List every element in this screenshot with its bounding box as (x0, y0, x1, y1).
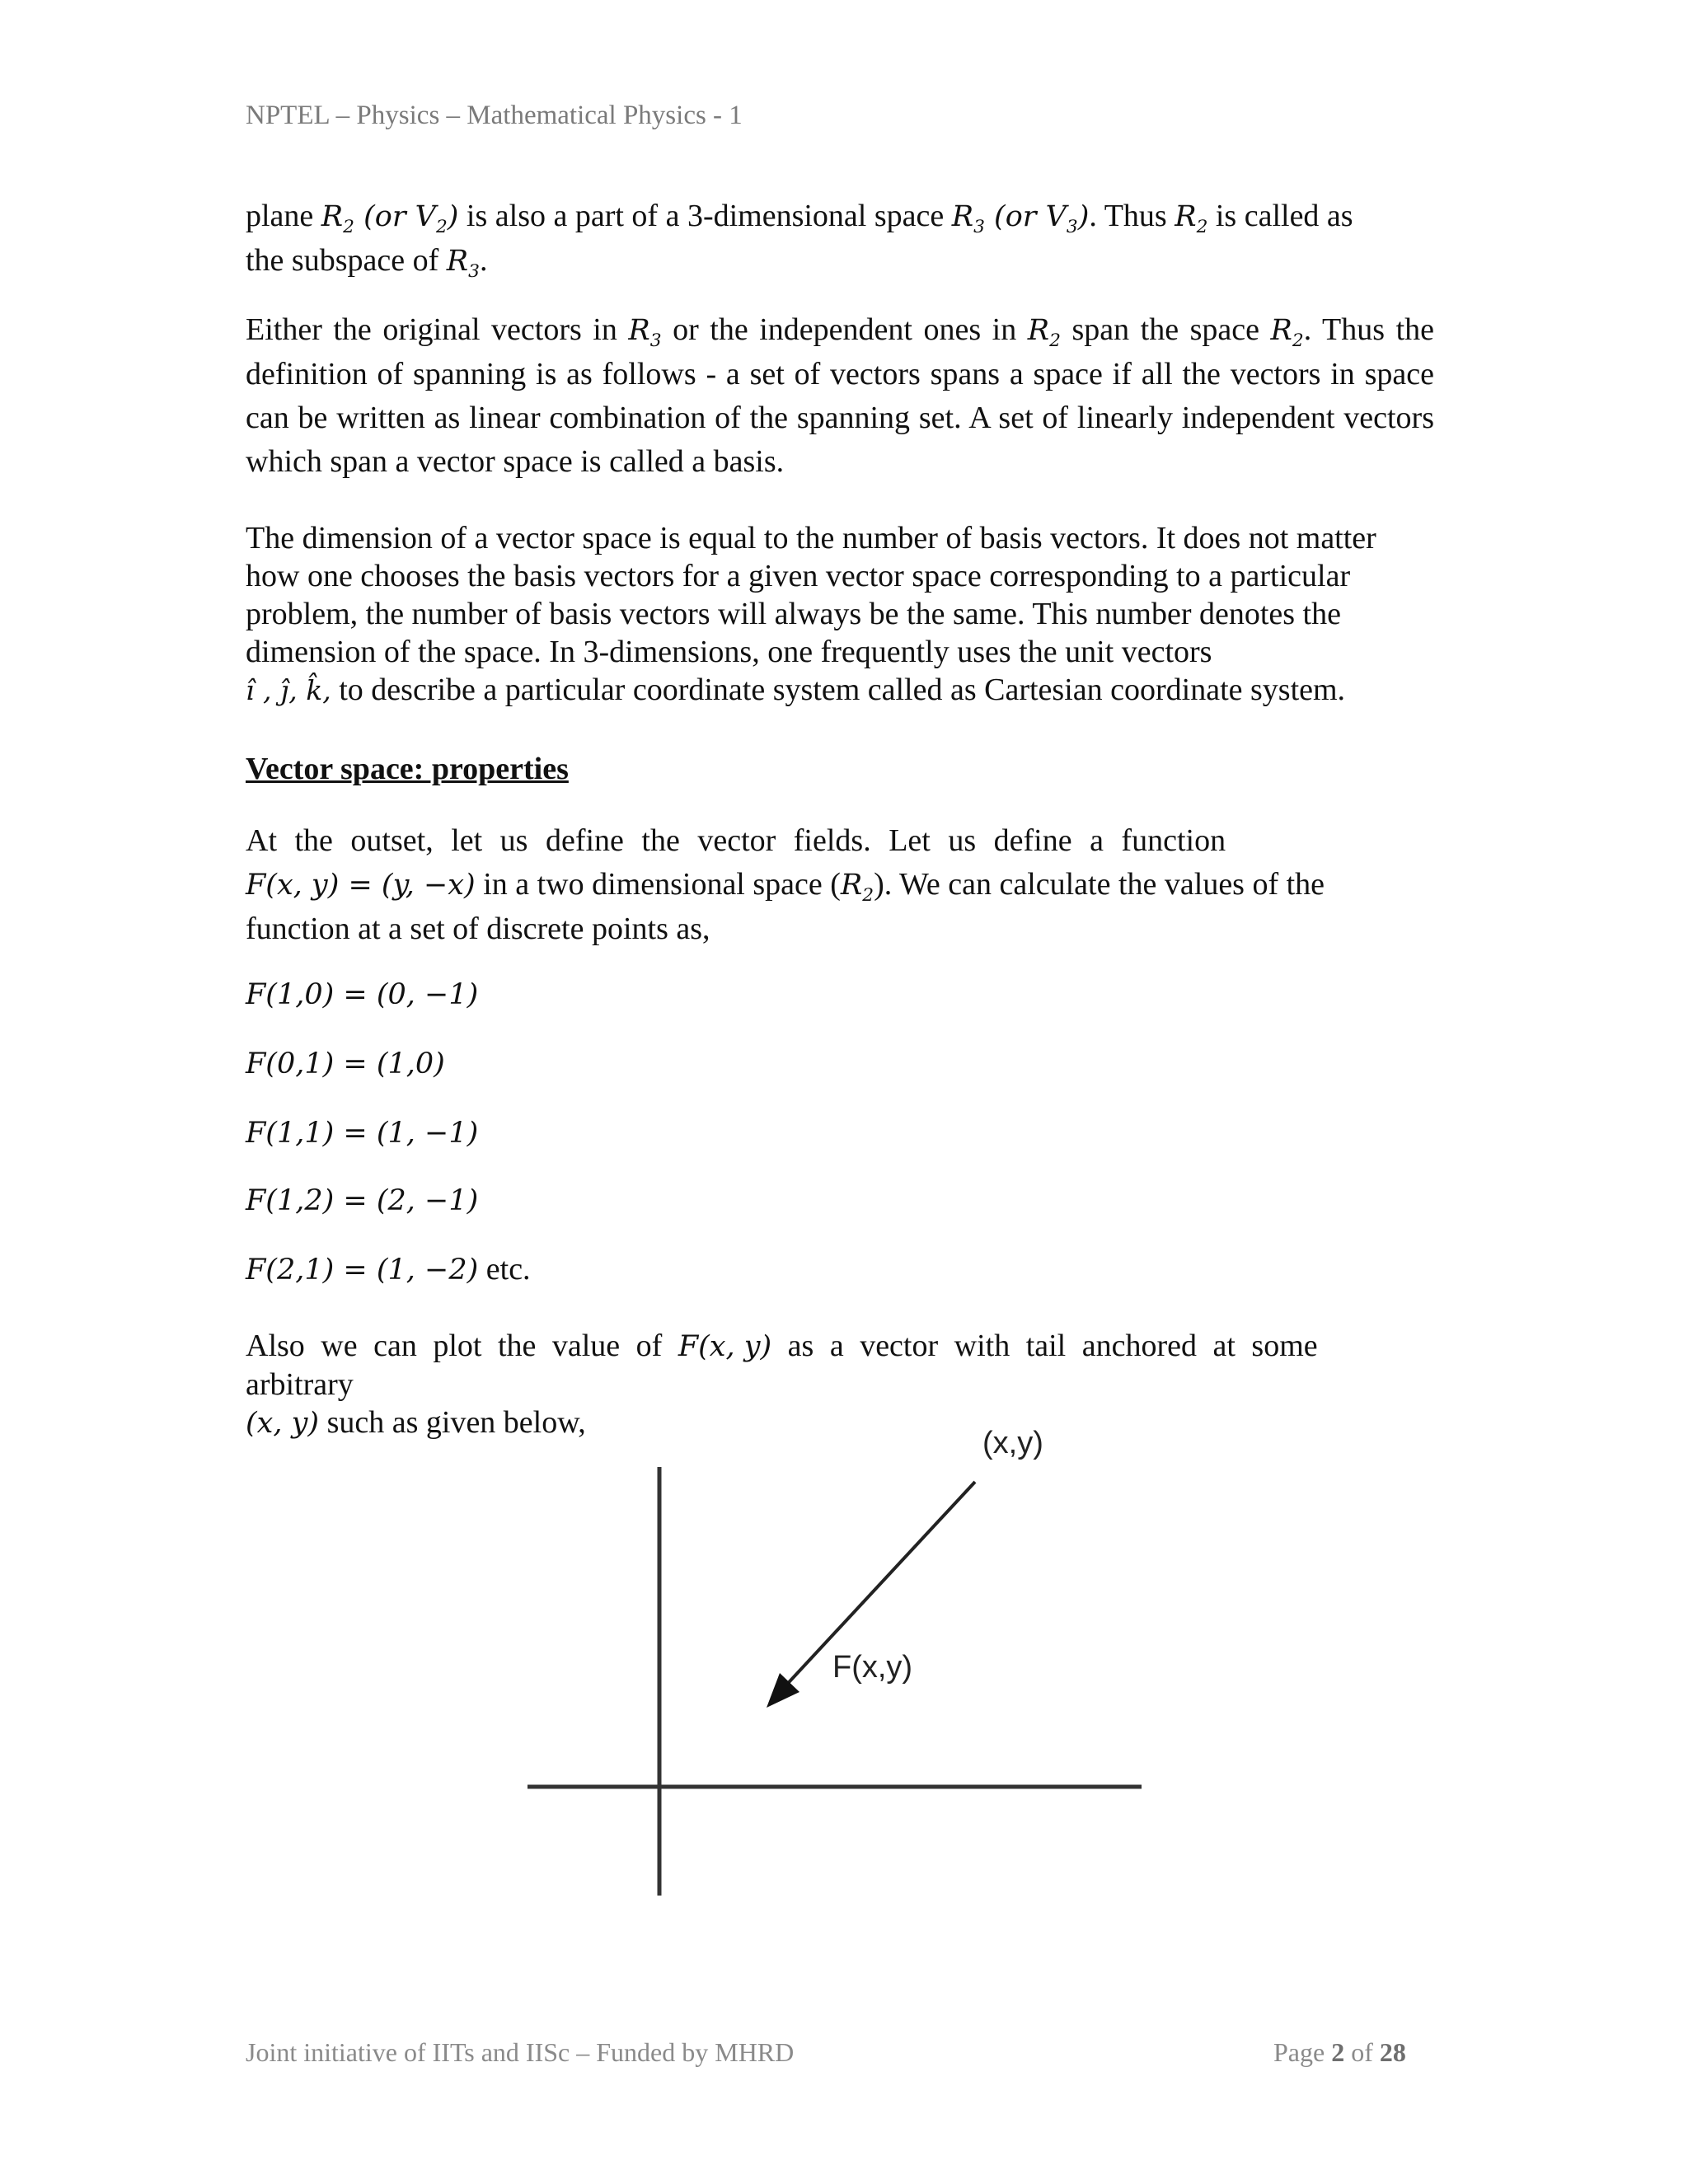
paragraph-subspace: plane $R_2$ (or $V_2$) is also a part of a 3-dimensional space $R_3$ (or $V_3$). Thus $R_2$ is called as the subspace of $R_3$. (246, 199, 1353, 282)
equation: F(2,1) = (1, −2) etc. (246, 1252, 531, 1286)
math-R2: $R_2$ (1270, 314, 1304, 351)
math-R2: $R_2$ (1027, 314, 1061, 351)
math-or-V2: (or $V_2$) (354, 200, 459, 237)
math-R2: $R_2$ (321, 200, 354, 237)
footer-funding: Joint initiative of IITs and IISc – Funded by MHRD (246, 2037, 795, 2067)
equation: F(1,1) = (1, −1) (246, 1117, 479, 1150)
math-function-def: F(x, y) = (y, −x) (246, 869, 476, 902)
math-R2: $R_2$ (1175, 200, 1208, 237)
math-or-V3: (or $V_3$) (984, 200, 1090, 237)
running-header: NPTEL – Physics – Mathematical Physics - 1 (246, 101, 743, 130)
section-heading: Vector space: properties (246, 752, 569, 786)
math-R3: $R_3$ (951, 200, 985, 237)
math-R3: $R_3$ (628, 314, 662, 351)
vector-field-figure (519, 1426, 1162, 1896)
tail-point-label: (x,y) (982, 1426, 1043, 1460)
page-number: Page 2 of 28 (1273, 2037, 1406, 2067)
math-R3: $R_3$ (446, 245, 480, 282)
math-R2: $R_2$ (840, 869, 874, 906)
paragraph-dimension: The dimension of a vector space is equal to the number of basis vectors. It does not matter how one chooses the basis vectors for a given vector space corresponding to a particular problem, the number of basis vectors will always be the same. This number denotes the dimension of the space. In 3-dimensions, one frequently uses the unit vectors î , ĵ, k̂, to describe a particular coordinate system called as Cartesian coordinate system. (246, 521, 1376, 707)
paragraph-plot-intro: Also we can plot the value of F(x, y) as a vector with tail anchored at some arbitrary (x, y) such as given below, (246, 1329, 1318, 1440)
equation: F(1,0) = (0, −1) (246, 978, 479, 1011)
math-function: F(x, y) (678, 1330, 772, 1363)
paragraph-vector-fields: At the outset, let us define the vector fields. Let us define a function F(x, y) = (y, −x) in a two dimensional space $(R_2)$. We can calculate the values of the function at a set of discrete points as, (246, 823, 1325, 946)
vector-label: F(x,y) (832, 1650, 913, 1685)
equation: F(1,2) = (2, −1) (246, 1184, 479, 1217)
unit-vectors: î , ĵ, k̂, (246, 674, 331, 706)
equation: F(0,1) = (1,0) (246, 1047, 445, 1080)
math-point: (x, y) (246, 1407, 320, 1440)
paragraph-spanning: Either the original vectors in $R_3$ or the independent ones in $R_2$ span the space $R_2$. Thus the definition of spanning is as follows - a set of vectors spans a space if all the vectors in space can be written as linear combination of the spanning set. A set of linearly independent vectors which span a vector space is called a basis. (246, 312, 1434, 479)
